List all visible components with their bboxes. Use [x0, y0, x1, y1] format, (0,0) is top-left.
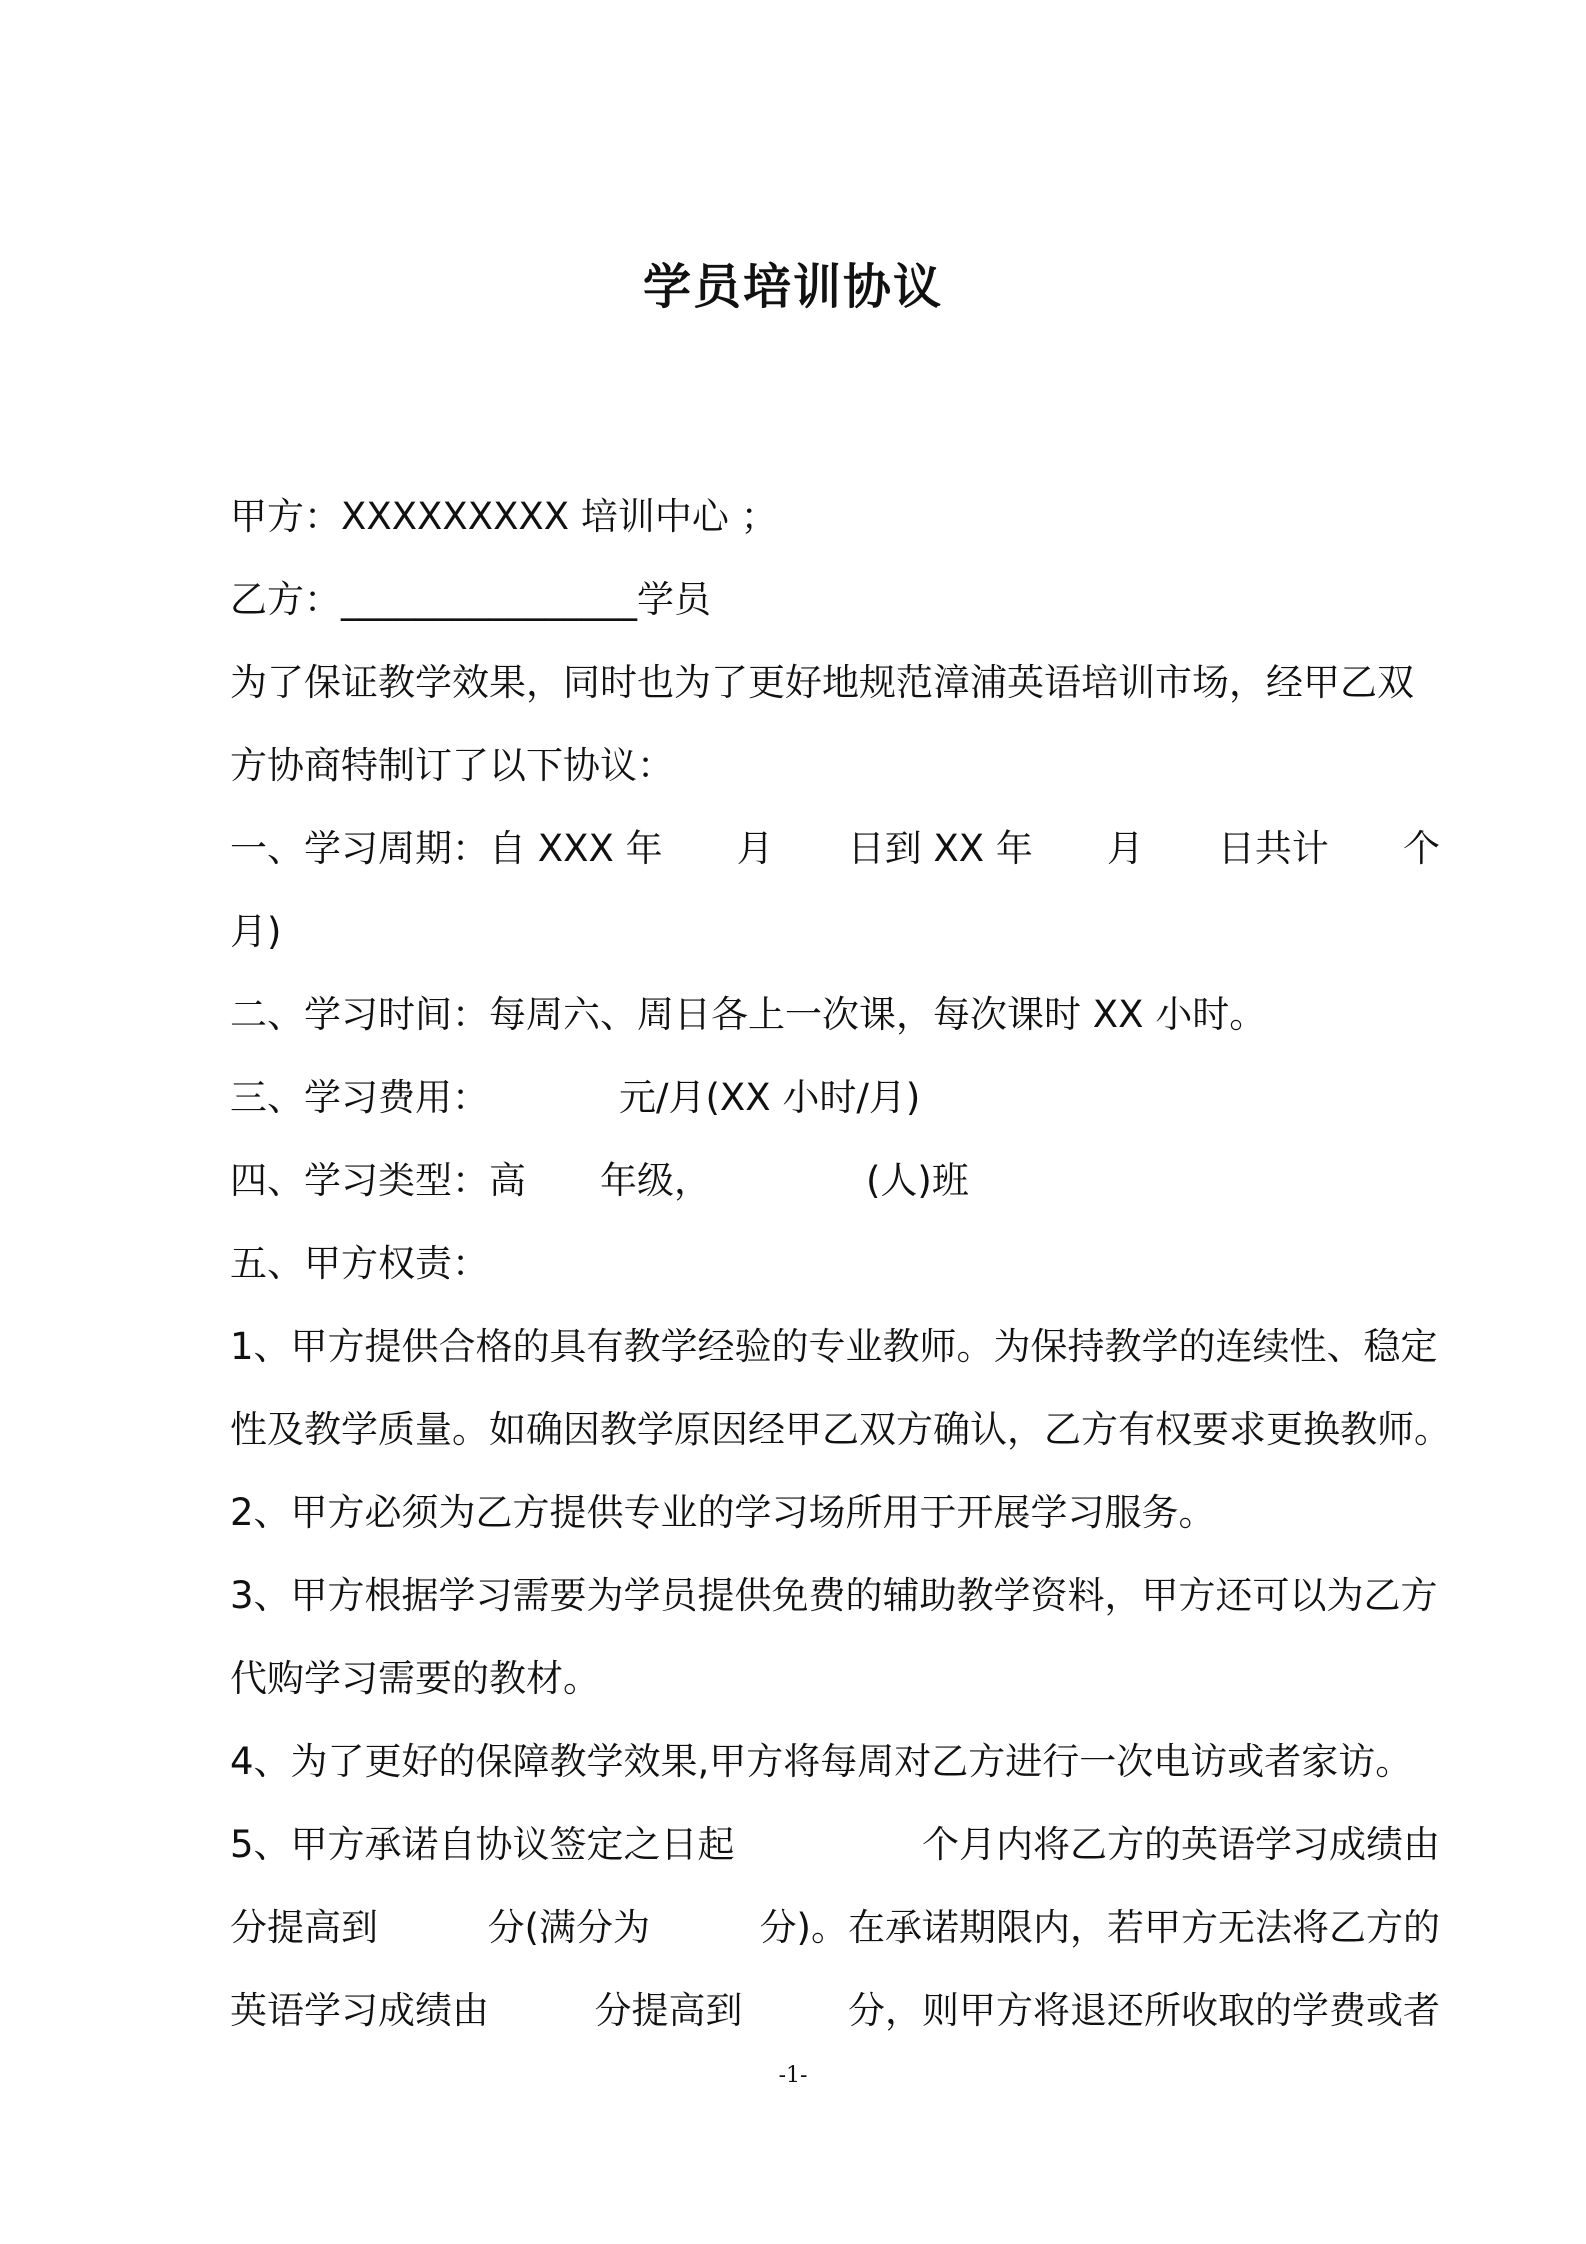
study-period-part: 日到 XX 年	[847, 827, 1033, 870]
study-period-part: 月	[1106, 827, 1144, 870]
item-5-line-2	[230, 1905, 1440, 1951]
item-3-line-1: 3、甲方根据学习需要为学员提供免费的辅助教学资料，甲方还可以为乙方	[230, 1574, 1438, 1617]
item-1-line-1: 1、甲方提供合格的具有教学经验的专业教师。为保持教学的连续性、稳定	[230, 1325, 1438, 1368]
item-5-text: 分，则甲方将退还所收取的学费或者	[848, 1989, 1440, 2032]
item-5-text: 分提高到	[230, 1906, 378, 1949]
study-period-part: 日共计	[1217, 827, 1329, 870]
study-time-line: 二、学习时间：每周六、周日各上一次课，每次课时 XX 小时。	[230, 993, 1267, 1036]
study-period-part: 一、学习周期：自 XXX 年	[230, 827, 663, 870]
item-1-line-2: 性及教学质量。如确因教学原因经甲乙双方确认，乙方有权要求更换教师。	[230, 1408, 1451, 1451]
item-5-line-1	[230, 1822, 1440, 1868]
item-5-text: 分(满分为	[487, 1906, 650, 1949]
study-period-part: 个	[1402, 827, 1440, 870]
item-5-text: 个月内将乙方的英语学习成绩由	[922, 1823, 1440, 1866]
study-fee-line	[230, 1075, 920, 1121]
item-5-text: 5、甲方承诺自协议签定之日起	[230, 1823, 735, 1866]
party-b-line: 乙方：________________学员	[230, 578, 711, 621]
study-type-class: (人)班	[866, 1159, 969, 1202]
item-5-text: 英语学习成绩由	[230, 1989, 489, 2032]
study-fee-value: 元/月(XX 小时/月)	[619, 1076, 921, 1119]
study-period-continued: 月)	[230, 910, 282, 953]
document-title: 学员培训协议	[642, 259, 943, 315]
item-2-line: 2、甲方必须为乙方提供专业的学习场所用于开展学习服务。	[230, 1491, 1216, 1534]
item-5-text: 分提高到	[594, 1989, 743, 2032]
study-period-part: 月	[736, 827, 774, 870]
study-type-label: 四、学习类型：高	[230, 1159, 526, 1202]
study-type-line	[230, 1158, 969, 1204]
intro-line-1: 为了保证教学效果，同时也为了更好地规范漳浦英语培训市场，经甲乙双	[230, 661, 1414, 704]
item-4-line: 4、为了更好的保障教学效果,甲方将每周对乙方进行一次电访或者家访。	[230, 1740, 1413, 1783]
party-a-line: 甲方：XXXXXXXXX 培训中心 ；	[230, 495, 778, 538]
study-fee-label: 三、学习费用：	[230, 1076, 489, 1119]
intro-line-2: 方协商特制订了以下协议：	[230, 744, 674, 787]
study-period-line	[230, 826, 1440, 872]
study-type-grade: 年级，	[600, 1159, 711, 1202]
party-a-rights-heading: 五、甲方权责：	[230, 1242, 489, 1285]
item-5-text: 分)。在承诺期限内，若甲方无法将乙方的	[759, 1906, 1440, 1949]
page-number: -1-	[778, 2063, 808, 2088]
item-5-line-3	[230, 1988, 1440, 2034]
item-3-line-2: 代购学习需要的教材。	[230, 1657, 600, 1700]
